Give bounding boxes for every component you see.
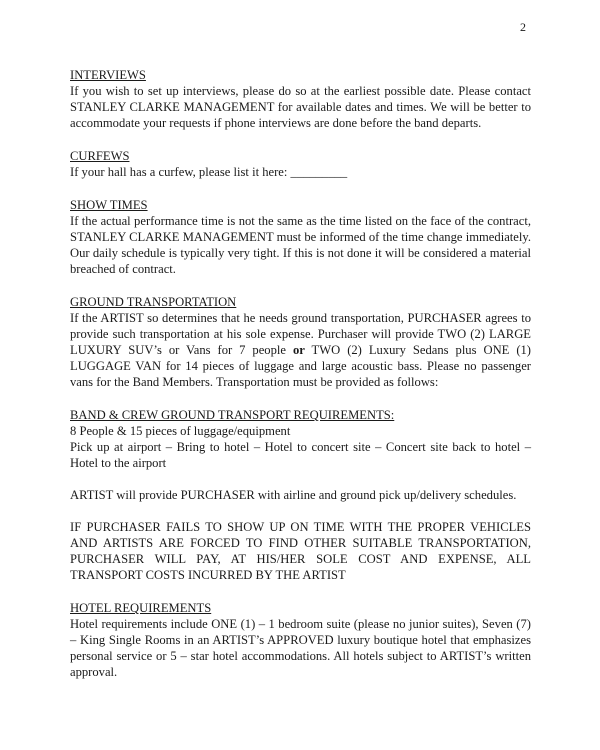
section-heading: SHOW TIMES [70,198,148,212]
section-heading: BAND & CREW GROUND TRANSPORT REQUIREMENTS: [70,408,395,422]
section-body: Hotel requirements include ONE (1) – 1 bedroom suite (please no junior suites), Seven (7) – King Single Rooms in an ARTIST’s APPROVED luxury boutique hotel that emphasizes personal service or 5 – star hotel accommodations. All hotels subject to ARTIST’s written approval. [70,617,531,679]
section-heading: INTERVIEWS [70,68,146,82]
section-heading: CURFEWS [70,149,130,163]
section-band-crew-transport [70,407,531,583]
section-body [70,164,531,180]
section-heading: HOTEL REQUIREMENTS [70,601,212,615]
emphasis-text: or [292,343,305,357]
people-luggage-line: 8 People & 15 pieces of luggage/equipment [70,424,291,438]
section-ground-transportation [70,294,531,390]
route-line: Pick up at airport – Bring to hotel – Hotel to concert site – Concert site back to hotel – Hotel to the airport [70,440,531,470]
section-hotel [70,600,531,680]
section-show-times [70,197,531,277]
body-text: If the ARTIST so determines that he needs ground transportation, PURCHASER agrees to provide such transportation at his sole expense. Purchaser will provide TWO (2) LARGE LUXURY SUV’s or Vans for 7 people [70,311,531,357]
section-interviews [70,67,531,131]
section-body: If you wish to set up interviews, please do so at the earliest possible date. Please contact STANLEY CLARKE MANAGEMENT for available dates and times. We will be better to accommodate your requests if phone interviews are done before the band departs. [70,84,531,130]
curfew-prompt: If your hall has a curfew, please list it here: [70,165,291,179]
section-body: If the actual performance time is not the same as the time listed on the face of the contract, STANLEY CLARKE MANAGEMENT must be informed of the time change immediately. Our daily schedule is typically very tight. If this is not done it will be considered a material breached of contract. [70,214,531,276]
curfew-blank-field: _________ [290,165,348,179]
document-body [70,67,531,697]
section-body [70,310,531,390]
section-heading: GROUND TRANSPORTATION [70,295,237,309]
section-curfews [70,148,531,180]
body-text: TWO (2) Luxury Sedans plus ONE (1) LUGGAGE VAN for 14 pieces of luggage and large acoustic bass. Please no passenger vans for the Band Members. Transportation must be provided as follows: [70,343,531,389]
penalty-clause: IF PURCHASER FAILS TO SHOW UP ON TIME WITH THE PROPER VEHICLES AND ARTISTS ARE FORCED TO FIND OTHER SUITABLE TRANSPORTATION, PURCHASER WILL PAY, AT HIS/HER SOLE COST AND EXPENSE, ALL TRANSPORT COSTS INCURRED BY THE ARTIST [70,520,531,582]
schedules-line: ARTIST will provide PURCHASER with airline and ground pick up/delivery schedules. [70,488,517,502]
page-number: 2 [520,20,526,34]
